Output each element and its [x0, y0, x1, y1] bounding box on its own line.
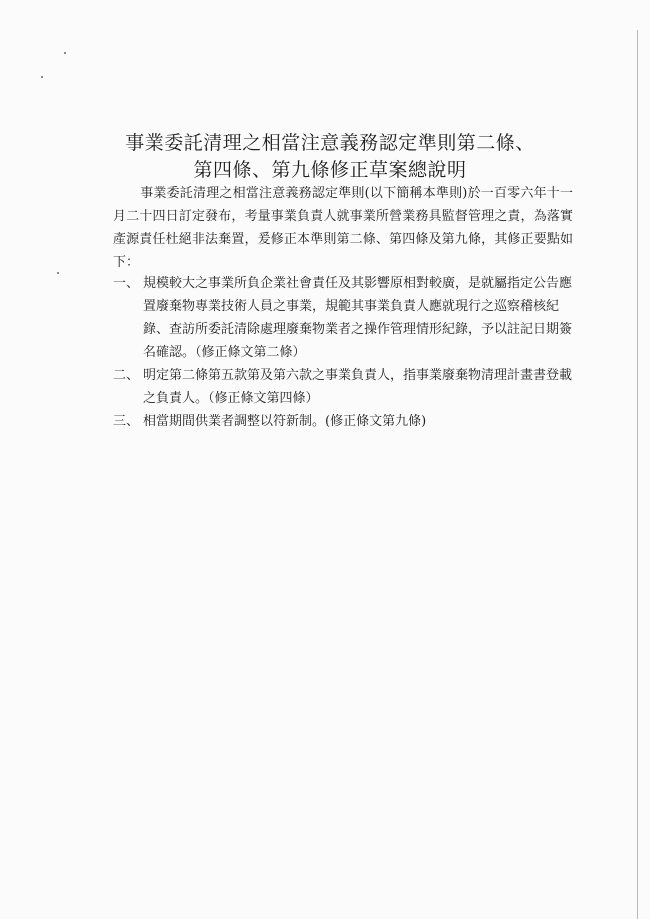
scan-speck: [57, 272, 59, 274]
list-item: [113, 364, 575, 410]
scan-edge-line: [637, 30, 638, 919]
list-item: [113, 272, 575, 364]
list-marker: 三、: [113, 414, 140, 429]
scan-speck: [41, 76, 43, 78]
list-item: [113, 410, 575, 433]
list-marker: 二、: [113, 368, 140, 383]
document-title-line-1: 事業委託清理之相當注意義務認定準則第二條、: [125, 132, 535, 154]
amendment-points-list: [113, 272, 575, 433]
list-item-text: 明定第二條第五款第及第六款之事業負責人，指事業廢棄物清理計畫書登載之負責人。（修正條文第四條）: [143, 368, 573, 406]
document-title-line-2: 第四條、第九條修正草案總說明: [193, 159, 467, 181]
list-item-text: 相當期間供業者調整以符新制。(修正條文第九條): [143, 414, 427, 429]
intro-text: 事業委託清理之相當注意義務認定準則(以下簡稱本準則)於一百零六年十一月二十四日訂定發布，考量事業負責人就事業所營業務具監督管理之責，為落實產源責任杜絕非法棄置，爰修正本準則第二條、第四條及第九條，其修正要點如下：: [113, 186, 573, 270]
list-item-text: 規模較大之事業所負企業社會責任及其影響原相對較廣，是就屬指定公告應置廢棄物專業技術人員之事業，規範其事業負責人應就現行之巡察稽核紀錄、查訪所委託清除處理廢棄物業者之操作管理情形紀錄，予以註記日期簽名確認。（修正條文第二條）: [143, 276, 573, 360]
scan-speck: [64, 52, 66, 54]
list-marker: 一、: [113, 276, 140, 291]
intro-paragraph: [113, 182, 573, 274]
